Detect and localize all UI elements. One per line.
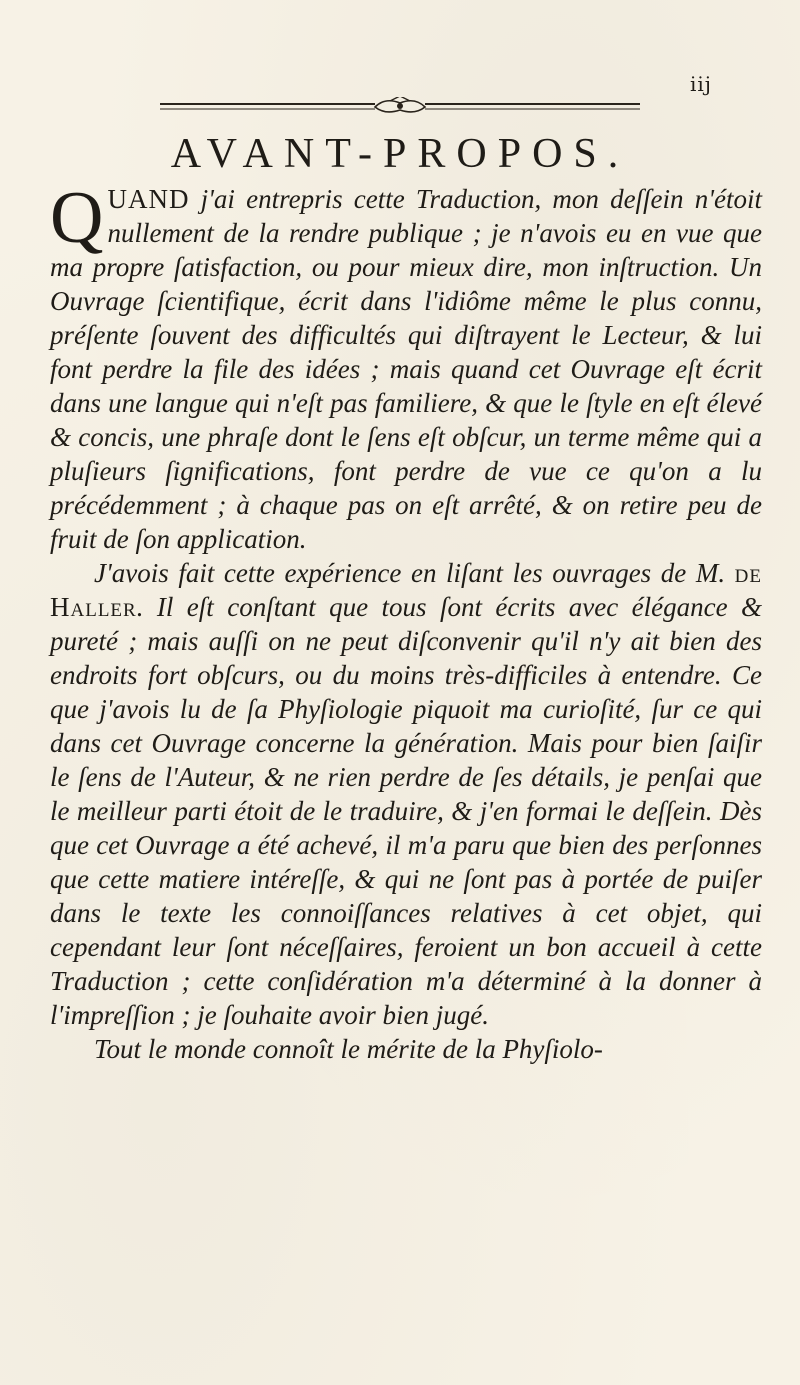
paragraph-1-text: j'ai entrepris cette Traduction, mon deſſein n'étoit nullement de la rendre publique ; je n'avois eu en vue que ma propre ſatisfaction, ou pour mieux dire, mon inſtruction. Un Ouvrage ſcientifique, écrit dans l'idiôme même le plus connu, préſente ſouvent des difficultés qui diſtrayent le Lecteur, & lui font perdre la file des idées ; mais quand cet Ouvrage eſt écrit dans une langue qui n'eſt pas familiere, & que le ſtyle en eſt élevé & concis, une phraſe dont le ſens eſt obſcur, un terme même qui a pluſieurs ſignifications, font perdre de vue ce qu'on a lu précédemment ; à chaque pas on eſt arrêté, & on retire peu de fruit de ſon application. (50, 184, 762, 554)
author-name: de Haller (50, 558, 762, 622)
page-number: iij (690, 72, 712, 96)
paragraph-2-text-before: J'avois fait cette expérience en liſant les ouvrages de M. (94, 558, 735, 588)
drop-cap: Q (50, 177, 104, 259)
paragraph-2 (50, 556, 762, 1032)
page-title: AVANT-PROPOS. (170, 131, 630, 177)
paragraph-3 (50, 1032, 762, 1066)
body-text (50, 177, 762, 1066)
paragraph-1-lead: UAND (107, 184, 190, 214)
header-ornament-icon (160, 97, 640, 117)
paragraph-2-text-after: . Il eſt conſtant que tous ſont écrits avec élégance & pureté ; mais auſſi on ne peut diſconvenir qu'il n'y ait bien des endroits fort obſcurs, ou du moins très-difficiles à entendre. Ce que j'avois lu de ſa Phyſiologie piquoit ma curioſité, ſur ce qui dans cet Ouvrage concerne la génération. Mais pour bien ſaiſir le ſens de l'Auteur, & ne rien perdre de ſes détails, je penſai que le meilleur parti étoit de le traduire, & j'en formai le deſſein. Dès que cet Ouvrage a été achevé, il m'a paru que bien des perſonnes que cette matiere intéreſſe, & qui ne ſont pas à portée de puiſer dans le texte les connoiſſances relatives à cet objet, qui cependant leur ſont néceſſaires, feroient un bon accueil à cette Traduction ; cette conſidération m'a déterminé à la donner à l'impreſſion ; je ſouhaite avoir bien jugé. (50, 592, 762, 1030)
paragraph-3-text: Tout le monde connoît le mérite de la Phyſiolo- (94, 1034, 603, 1064)
paragraph-1 (50, 177, 762, 556)
